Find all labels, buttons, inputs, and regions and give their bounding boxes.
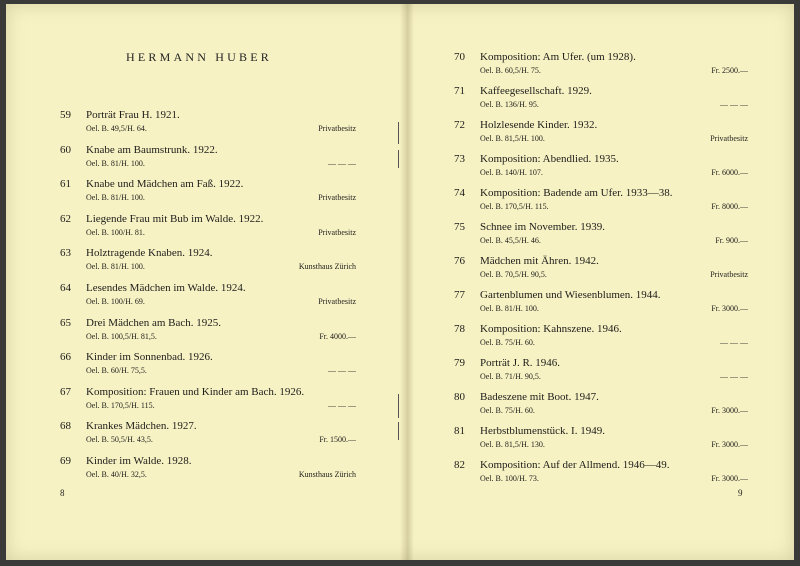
entry-title: Gartenblumen und Wiesenblumen. 1944. (480, 289, 661, 301)
entry-number: 64 (60, 282, 71, 294)
entry-title: Porträt J. R. 1946. (480, 357, 561, 369)
entry-title: Knabe am Baumstrunk. 1922. (86, 143, 218, 156)
entry-owner: Privatbesitz (318, 227, 356, 237)
entry-number: 67 (60, 385, 71, 398)
entry-title: Liegende Frau mit Bub im Walde. 1922. (86, 212, 264, 225)
page-number: 8 (60, 488, 65, 498)
entry-title: Komposition: Kahnszene. 1946. (480, 323, 622, 335)
entry-title: Mädchen mit Ähren. 1942. (480, 255, 599, 267)
entry-owner: Fr. 4000.— (319, 331, 356, 341)
entry-title: Krankes Mädchen. 1927. (86, 420, 197, 433)
entry-medium: Oel. B. 81/H. 100. (86, 158, 145, 168)
entry-title: Kinder im Walde. 1928. (86, 455, 192, 467)
entry-number: 62 (60, 212, 71, 225)
catalog-spread (6, 4, 794, 560)
entry-owner: Fr. 900.— (715, 236, 748, 245)
entry-title: Komposition: Auf der Allmend. 1946—49. (480, 459, 670, 471)
entry-medium: Oel. B. 40/H. 32,5. (86, 470, 147, 479)
entry-medium: Oel. B. 170,5/H. 115. (480, 202, 549, 211)
entry-title: Komposition: Badende am Ufer. 1933—38. (480, 187, 673, 199)
entry-number: 60 (60, 143, 71, 156)
entry-title: Komposition: Frauen und Kinder am Bach. 1926. (86, 385, 305, 398)
entry-number: 69 (60, 455, 71, 467)
entry-title: Kinder im Sonnenbad. 1926. (86, 351, 213, 364)
entry-title: Knabe und Mädchen am Faß. 1922. (86, 178, 244, 191)
margin-mark (398, 394, 399, 418)
entry-title: Holzlesende Kinder. 1932. (480, 119, 598, 131)
margin-mark (398, 422, 399, 440)
entry-owner: Fr. 1500.— (319, 435, 356, 445)
entry-owner: Privatbesitz (710, 270, 748, 279)
entry-owner: — — — (720, 100, 748, 109)
entry-medium: Oel. B. 81/H. 100. (480, 304, 539, 313)
entry-owner: — — — (328, 366, 356, 376)
entry-title: Komposition: Am Ufer. (um 1928). (480, 51, 636, 63)
entry-title: Holztragende Knaben. 1924. (86, 247, 213, 260)
entry-owner: Fr. 3000.— (711, 304, 748, 313)
entry-owner: Privatbesitz (318, 297, 356, 306)
entry-owner: Kunsthaus Zürich (298, 470, 356, 479)
entry-title: Herbstblumenstück. I. 1949. (480, 425, 605, 437)
entry-number: 65 (60, 316, 71, 329)
entry-medium: Oel. B. 81,5/H. 100. (480, 134, 545, 143)
entry-number: 68 (60, 420, 71, 433)
entry-number: 75 (454, 221, 465, 233)
entry-medium: Oel. B. 100/H. 73. (480, 474, 539, 483)
entry-medium: Oel. B. 71/H. 90,5. (480, 372, 541, 381)
entry-medium: Oel. B. 70,5/H. 90,5. (480, 270, 547, 279)
entry-number: 63 (60, 247, 71, 260)
entry-medium: Oel. B. 81/H. 100. (86, 193, 145, 203)
margin-mark (398, 122, 399, 144)
entry-number: 59 (60, 109, 71, 121)
page-header: HERMANN HUBER (126, 50, 272, 64)
entry-medium: Oel. B. 100/H. 81. (86, 227, 145, 237)
entry-owner: — — — (720, 338, 748, 347)
entry-owner: Fr. 6000.— (711, 168, 748, 177)
entry-medium: Oel. B. 50,5/H. 43,5. (86, 435, 153, 445)
entry-owner: Fr. 8000.— (711, 202, 748, 211)
entry-title: Lesendes Mädchen im Walde. 1924. (86, 282, 246, 294)
entry-title: Porträt Frau H. 1921. (86, 109, 180, 121)
entry-owner: Fr. 3000.— (711, 474, 748, 483)
entry-owner: — — — (720, 372, 748, 381)
entry-owner: — — — (328, 158, 356, 168)
entry-number: 76 (454, 255, 465, 267)
entry-number: 78 (454, 323, 465, 335)
entry-medium: Oel. B. 49,5/H. 64. (86, 124, 147, 133)
entry-medium: Oel. B. 81/H. 100. (86, 262, 145, 272)
entry-number: 79 (454, 357, 465, 369)
entry-number: 70 (454, 51, 465, 63)
entry-owner: Fr. 3000.— (711, 440, 748, 449)
entry-number: 72 (454, 119, 465, 131)
entry-number: 77 (454, 289, 465, 301)
entry-title: Schnee im November. 1939. (480, 221, 605, 233)
entry-number: 81 (454, 425, 465, 437)
entry-number: 80 (454, 391, 465, 403)
entry-owner: Fr. 3000.— (711, 406, 748, 415)
entry-owner: — — — (328, 400, 356, 410)
entry-title: Kaffeegesellschaft. 1929. (480, 85, 592, 97)
page-number: 9 (738, 488, 743, 498)
entry-owner: Kunsthaus Zürich (298, 262, 356, 272)
entry-medium: Oel. B. 100,5/H. 81,5. (86, 331, 157, 341)
entry-number: 66 (60, 351, 71, 364)
entry-medium: Oel. B. 136/H. 95. (480, 100, 539, 109)
entry-medium: Oel. B. 75/H. 60. (480, 338, 535, 347)
entry-number: 74 (454, 187, 465, 199)
entry-owner: Privatbesitz (318, 193, 356, 203)
entry-title: Komposition: Abendlied. 1935. (480, 153, 619, 165)
entry-owner: Fr. 2500.— (711, 66, 748, 75)
entry-medium: Oel. B. 140/H. 107. (480, 168, 543, 177)
entry-medium: Oel. B. 100/H. 69. (86, 297, 145, 306)
entry-medium: Oel. B. 60/H. 75,5. (86, 366, 147, 376)
entry-number: 73 (454, 153, 465, 165)
margin-mark (398, 150, 399, 168)
entry-number: 82 (454, 459, 465, 471)
entry-medium: Oel. B. 75/H. 60. (480, 406, 535, 415)
entry-title: Badeszene mit Boot. 1947. (480, 391, 599, 403)
entry-medium: Oel. B. 60,5/H. 75. (480, 66, 541, 75)
book-gutter (400, 4, 414, 560)
entry-number: 61 (60, 178, 71, 191)
entry-number: 71 (454, 85, 465, 97)
entry-title: Drei Mädchen am Bach. 1925. (86, 316, 222, 329)
entry-medium: Oel. B. 170,5/H. 115. (86, 400, 155, 410)
right-page (414, 4, 794, 560)
entry-medium: Oel. B. 45,5/H. 46. (480, 236, 541, 245)
entry-owner: Privatbesitz (318, 124, 356, 133)
left-page (6, 4, 400, 560)
entry-owner: Privatbesitz (710, 134, 748, 143)
entry-medium: Oel. B. 81,5/H. 130. (480, 440, 545, 449)
